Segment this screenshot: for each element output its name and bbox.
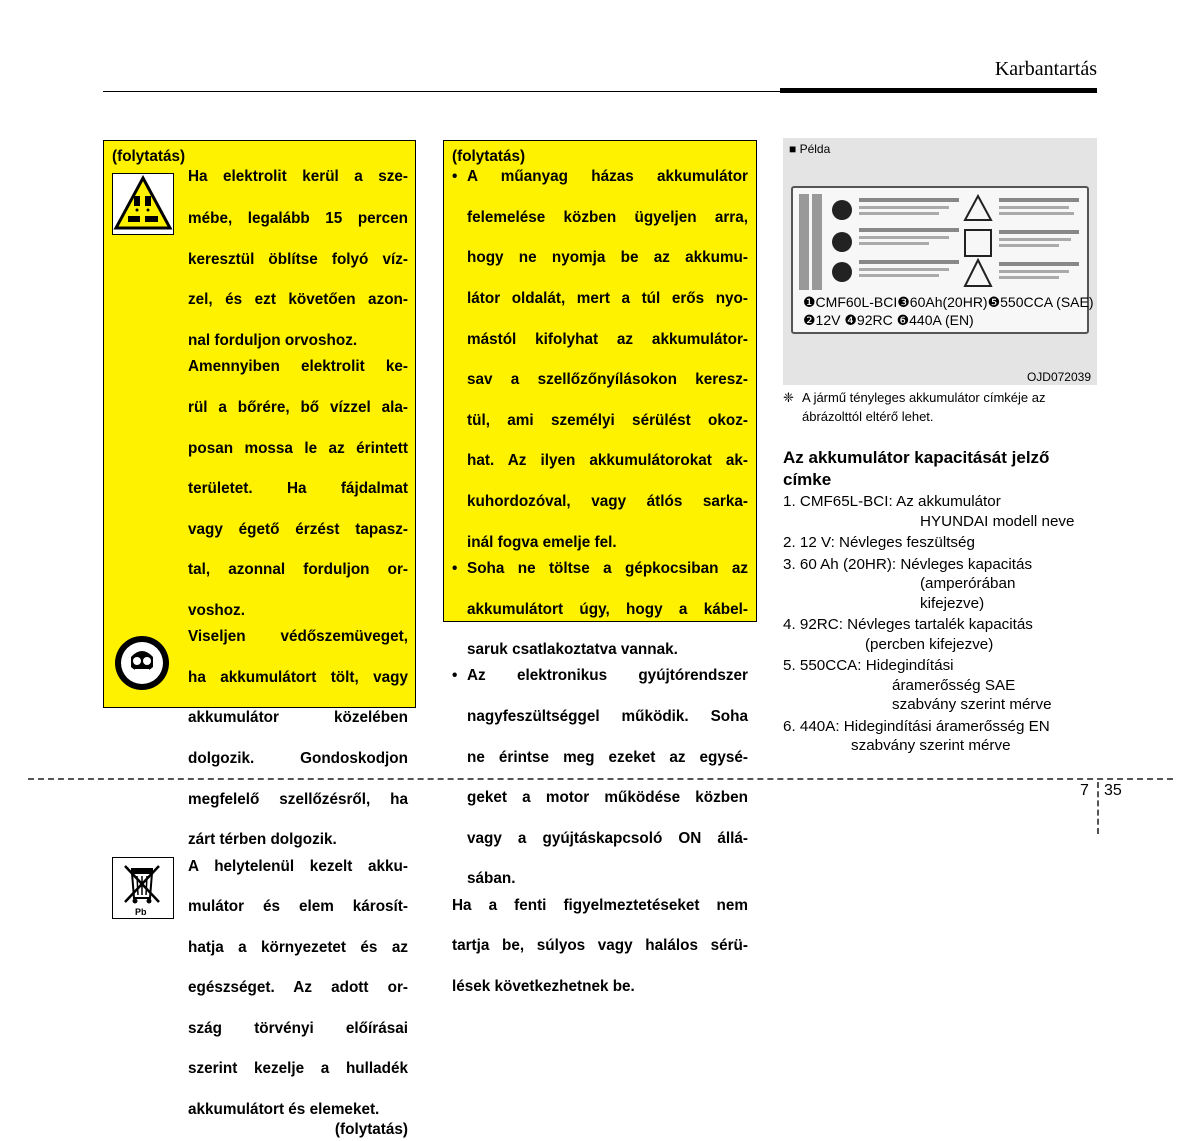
footnote-text: A jármű tényleges akkumulátor címkéje az ábrázolttól eltérő lehet.: [802, 390, 1046, 424]
pb-marking: Pb: [135, 906, 147, 917]
goggles-line-6: zárt térben dolgozik.: [188, 831, 337, 849]
disposal-line-7: akkumulátort és elemeket.: [188, 1101, 380, 1119]
bullet-line: felemelése közben ügyeljen arra,: [467, 208, 748, 226]
goggles-line-5: megfelelő szellőzésről, ha: [188, 790, 408, 808]
header-rule-accent: [780, 88, 1097, 93]
spec-line: 1. CMF65L-BCI: Az akkumulátor: [783, 493, 1001, 510]
goggles-line-2: ha akkumulátort tölt, vagy: [188, 668, 408, 686]
chapter-number: 7: [1080, 782, 1089, 799]
spec-line: (amperórában: [920, 575, 1016, 592]
spec-line: 3. 60 Ah (20HR): Névleges kapacitás: [783, 555, 1033, 573]
spec-line: kifejezve): [920, 594, 985, 612]
bullet-line: nagyfeszültséggel működik. Soha: [467, 708, 748, 726]
section-heading: Az akkumulátor kapacitását jelző címke: [783, 448, 1050, 489]
example-label: ■ Példa: [789, 142, 831, 156]
image-reference-code: OJD072039: [1026, 370, 1091, 384]
footer-rule: [28, 778, 1173, 780]
final-line: lések következhetnek be.: [452, 977, 635, 995]
electrolyte-skin-line-7: voshoz.: [188, 601, 245, 619]
bullet-line: látor oldalát, mert a túl erős nyo-: [467, 290, 748, 308]
bullet-lifting: [452, 167, 748, 553]
final-warning-note: [452, 896, 748, 997]
bullet-line: hogy ne nyomja be az akkumu-: [467, 249, 748, 267]
bullet-line: sában.: [467, 870, 516, 888]
disposal-line-5: szág törvényi előírásai: [188, 1019, 408, 1037]
warning-box-electrolyte: [103, 140, 416, 1139]
electrolyte-skin-line-1: Amennyiben elektrolit ke-: [188, 358, 408, 376]
label-code-row-1: ❶CMF60L-BCI❸60Ah(20HR)❺550CCA (SAE): [803, 294, 1094, 310]
spec-item-voltage: [783, 533, 1103, 553]
electrolyte-skin-line-2: rül a bőrére, bő vízzel ala-: [188, 398, 408, 416]
eye-protection-icon: [112, 633, 174, 695]
battery-label-graphic: [791, 186, 1094, 334]
continued-label: (folytatás): [112, 148, 186, 165]
bullet-line: geket a motor működése közben: [467, 789, 748, 807]
footnote: [783, 388, 1099, 426]
bullet-line: tül, ami személyi sérülést okoz-: [467, 411, 748, 429]
electrolyte-skin-line-5: vagy égető érzést tapasz-: [188, 520, 408, 538]
bullet-line: vagy a gyújtáskapcsoló ON állá-: [467, 829, 748, 847]
spec-item-capacity: [783, 555, 1103, 614]
corrosive-hazard-icon: [112, 173, 174, 235]
electrolyte-skin-line-4: területet. Ha fájdalmat: [188, 480, 408, 498]
label-code-row-2: ❷12V ❹92RC ❻440A (EN): [803, 312, 974, 328]
recycle-bin-crossed-icon: [112, 857, 174, 919]
header-rule: [103, 91, 783, 92]
spec-line: 6. 440A: Hidegindítási áramerősség EN: [783, 717, 1050, 735]
spec-line: 4. 92RC: Névleges tartalék kapacitás: [783, 616, 1033, 633]
spec-item-reserve: [783, 615, 1103, 654]
spec-line: 2. 12 V: Névleges feszültség: [783, 534, 975, 551]
bullet-line: sav a szellőzőnyílásokon keresz-: [467, 371, 748, 389]
bullet-charging: [452, 559, 748, 660]
spec-line: szabvány szerint mérve: [851, 737, 1011, 754]
spec-item-cca-sae: [783, 656, 1103, 715]
footnote-mark: ❈: [783, 390, 794, 405]
electrolyte-eye-line-2: mébe, legalább 15 percen: [188, 210, 408, 228]
electrolyte-eye-line-1: Ha elektrolit kerül a sze-: [188, 168, 408, 186]
goggles-line-1: Viseljen védőszemüveget,: [188, 628, 408, 646]
goggles-line-3: akkumulátor közelében: [188, 709, 408, 727]
final-line: Ha a fenti figyelmeztetéseket nem: [452, 896, 748, 914]
warning-box-handling: [443, 140, 757, 995]
final-line: tartja be, súlyos vagy halálos sérü-: [452, 937, 748, 955]
spec-line: 5. 550CCA: Hidegindítási: [783, 657, 954, 674]
disposal-line-4: egészséget. Az adott or-: [188, 979, 408, 997]
page-number: 35: [1104, 782, 1122, 799]
page-header-title: Karbantartás: [994, 58, 1097, 80]
footer-divider: [1097, 782, 1099, 834]
bullet-line: • Soha ne töltse a gépkocsiban az: [467, 559, 748, 577]
spec-line: HYUNDAI modell neve: [920, 512, 1075, 530]
disposal-line-6: szerint kezelje a hulladék: [188, 1060, 408, 1078]
bullet-line: • Az elektronikus gyújtórendszer: [467, 667, 748, 685]
bullet-line: mástól kifolyhat az akkumulátor-: [467, 330, 748, 348]
continued-label: (folytatás): [452, 148, 526, 165]
bullet-line: hat. Az ilyen akkumulátorokat ak-: [467, 452, 748, 470]
bullet-line: ne érintse meg ezeket az egysé-: [467, 748, 748, 766]
spec-line: áramerősség SAE: [892, 676, 1016, 694]
label-spec-list: [783, 492, 1103, 758]
spec-item-cca-en: [783, 717, 1103, 756]
electrolyte-eye-line-5: nal forduljon orvoshoz.: [188, 332, 358, 350]
bullet-line: kuhordozóval, vagy átlós sarka-: [467, 493, 748, 511]
bullet-line: • A műanyag házas akkumulátor: [467, 168, 748, 186]
battery-label-image: [783, 138, 1097, 385]
continued-label-bottom: (folytatás): [334, 1121, 408, 1139]
electrolyte-skin-line-3: posan mossa le az érintett: [188, 439, 408, 457]
electrolyte-eye-line-3: keresztül öblítse folyó víz-: [188, 250, 408, 268]
disposal-line-3: hatja a környezetet és az: [188, 938, 408, 956]
goggles-line-4: dolgozik. Gondoskodjon: [188, 750, 408, 768]
spec-line: (percben kifejezve): [865, 635, 994, 653]
disposal-line-1: A helytelenül kezelt akku-: [188, 857, 408, 875]
spec-item-model: [783, 492, 1103, 531]
electrolyte-skin-line-6: tal, azonnal forduljon or-: [188, 561, 408, 579]
bullet-line: akkumulátort úgy, hogy a kábel-: [467, 600, 748, 618]
bullet-line: inál fogva emelje fel.: [467, 533, 617, 551]
electrolyte-eye-line-4: zel, és ezt követően azon-: [188, 291, 408, 309]
spec-line: szabvány szerint mérve: [892, 696, 1052, 713]
warning-bullet-list: [452, 167, 748, 889]
disposal-line-2: mulátor és elem károsít-: [188, 898, 408, 916]
bullet-line: saruk csatlakoztatva vannak.: [467, 641, 678, 659]
